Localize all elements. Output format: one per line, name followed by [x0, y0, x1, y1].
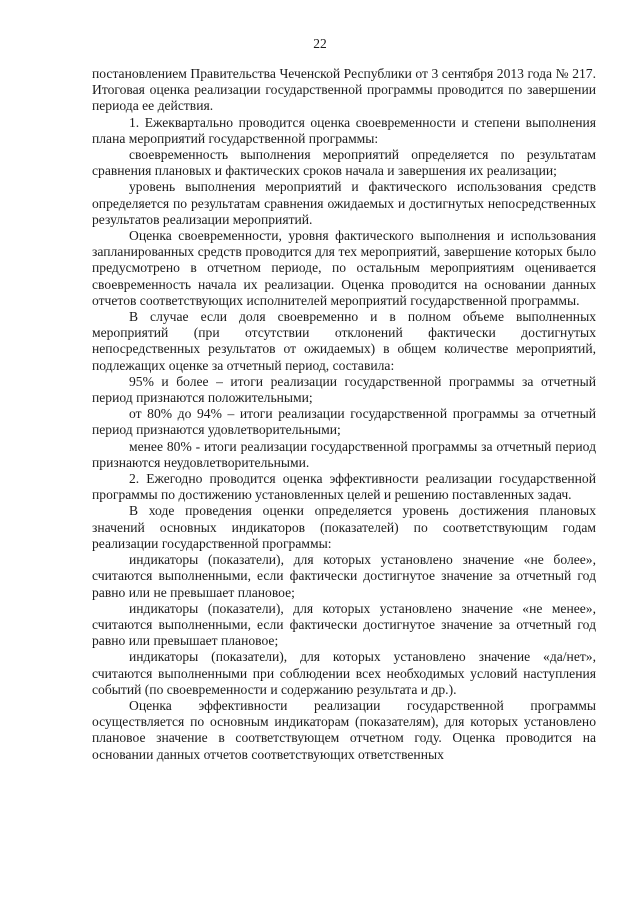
paragraph: Оценка своевременности, уровня фактического выполнения и использования запланированных средств проводится для тех мероприятий, завершение которых было предусмотрено в отчетном периоде, по остальным мероприятиям оценивается своевременность начала их реализации. Оценка проводится на основании данных отчетов соответствующих исполнителей мероприятий государственной программы. — [92, 228, 596, 308]
paragraph: уровень выполнения мероприятий и фактического использования средств определяется по результатам сравнения ожидаемых и достигнутых непосредственных результатов реализации мероприятий. — [92, 179, 596, 227]
paragraph: 1. Ежеквартально проводится оценка своевременности и степени выполнения плана мероприятий государственной программы: — [92, 114, 596, 146]
paragraph: 95% и более – итоги реализации государственной программы за отчетный период признаются положительными; — [92, 373, 596, 406]
paragraph: индикаторы (показатели), для которых установлено значение «да/нет», считаются выполненными при соблюдении всех необходимых условий наступления событий (по своевременности и содержанию результата и др.). — [92, 649, 596, 697]
page-number: 22 — [313, 36, 327, 51]
paragraph: В случае если доля своевременно и в полном объеме выполненных мероприятий (при отсутствии отклонений фактически достигнутых непосредственных результатов от ожидаемых) в общем количестве мероприятий, подлежащих оценке за отчетный период, составила: — [92, 309, 596, 373]
paragraph: Оценка эффективности реализации государственной программы осуществляется по основным индикаторам (показателям), для которых установлено плановое значение в соответствующем отчетном году. Оценка проводится на основании данных отчетов соответствующих ответственных — [92, 697, 596, 762]
paragraph: 2. Ежегодно проводится оценка эффективности реализации государственной программы по достижению установленных целей и решению поставленных задач. — [92, 471, 596, 503]
document-body — [92, 66, 596, 763]
paragraph: от 80% до 94% – итоги реализации государственной программы за отчетный период признаются удовлетворительными; — [92, 406, 596, 438]
paragraph: менее 80% - итоги реализации государственной программы за отчетный период признаются неудовлетворительными. — [92, 438, 596, 470]
paragraph: своевременность выполнения мероприятий определяется по результатам сравнения плановых и фактических сроков начала и завершения их реализации; — [92, 147, 596, 179]
paragraph: постановлением Правительства Чеченской Республики от 3 сентября 2013 года № 217. Итоговая оценка реализации государственной программы проводится по завершении периода ее действия. — [92, 66, 596, 114]
paragraph: индикаторы (показатели), для которых установлено значение «не менее», считаются выполненными, если фактически достигнутое значение за отчетный год равно или превышает плановое; — [92, 600, 596, 649]
paragraph: индикаторы (показатели), для которых установлено значение «не более», считаются выполненными, если фактически достигнутое значение за отчетный год равно или не превышает плановое; — [92, 552, 596, 600]
paragraph: В ходе проведения оценки определяется уровень достижения плановых значений основных индикаторов (показателей) по соответствующим годам реализации государственной программы: — [92, 503, 596, 551]
